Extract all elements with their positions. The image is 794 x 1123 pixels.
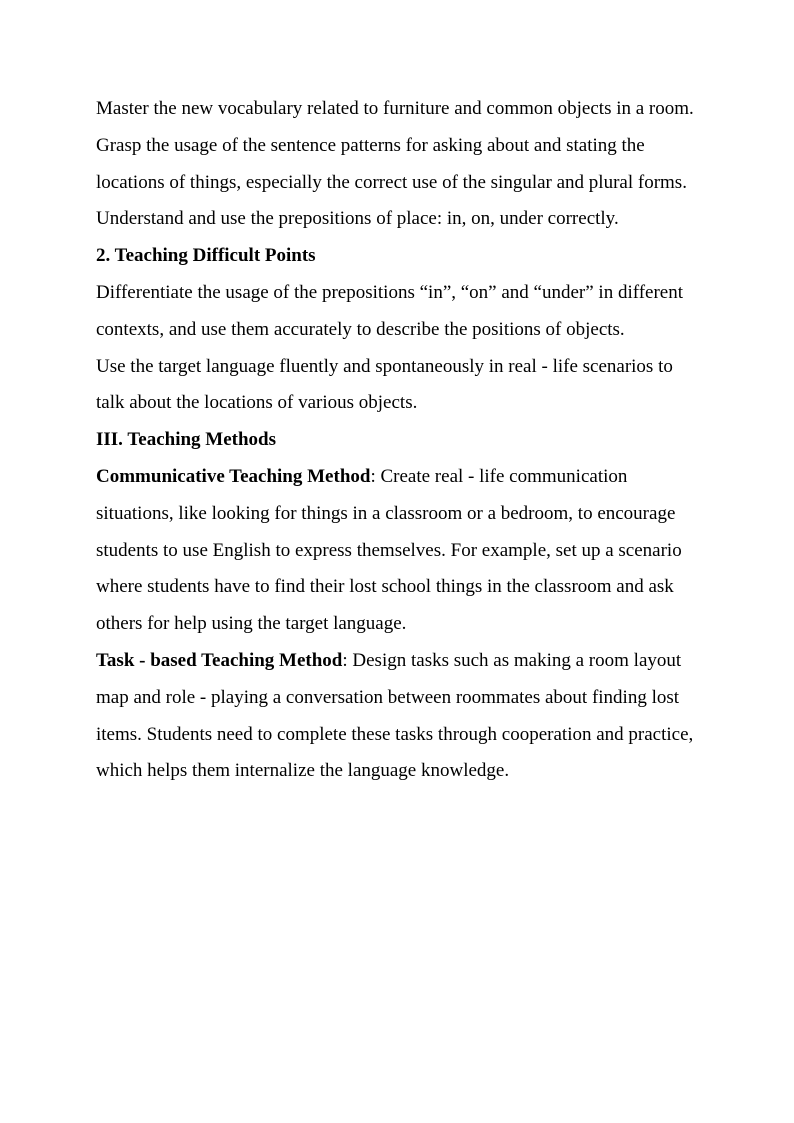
method-task-based-label: Task - based Teaching Method	[96, 649, 343, 671]
difficult-point-prepositions: Differentiate the usage of the prepositions “in”, “on” and “under” in different contexts, and use them accurately to describe the positions of objects.	[96, 281, 684, 340]
document-body	[96, 91, 702, 790]
key-point-vocabulary: Master the new vocabulary related to furniture and common objects in a room.	[96, 98, 694, 119]
method-task-based	[96, 643, 702, 790]
method-communicative-label: Communicative Teaching Method	[96, 465, 371, 487]
section-heading-teaching-methods: III. Teaching Methods	[96, 429, 277, 451]
difficult-point-fluency: Use the target language fluently and spontaneously in real - life scenarios to talk about the locations of various objects.	[96, 355, 673, 414]
method-communicative-text: : Create real - life communication situations, like looking for things in a classroom or a bedroom, to encourage students to use English to express themselves. For example, set up a scenario where students have to find their lost school things in the classroom and ask others for help using the target language.	[96, 465, 682, 635]
key-point-prepositions: Understand and use the prepositions of place: in, on, under correctly.	[96, 208, 619, 230]
method-task-based-text: : Design tasks such as making a room layout map and role - playing a conversation between roommates about finding lost items. Students need to complete these tasks through cooperation and practice, which helps them internalize the language knowledge.	[96, 649, 694, 782]
method-communicative	[96, 459, 702, 643]
key-point-sentence-patterns: Grasp the usage of the sentence patterns for asking about and stating the locations of things, especially the correct use of the singular and plural forms.	[96, 134, 687, 193]
section-heading-difficult-points: 2. Teaching Difficult Points	[96, 245, 316, 267]
